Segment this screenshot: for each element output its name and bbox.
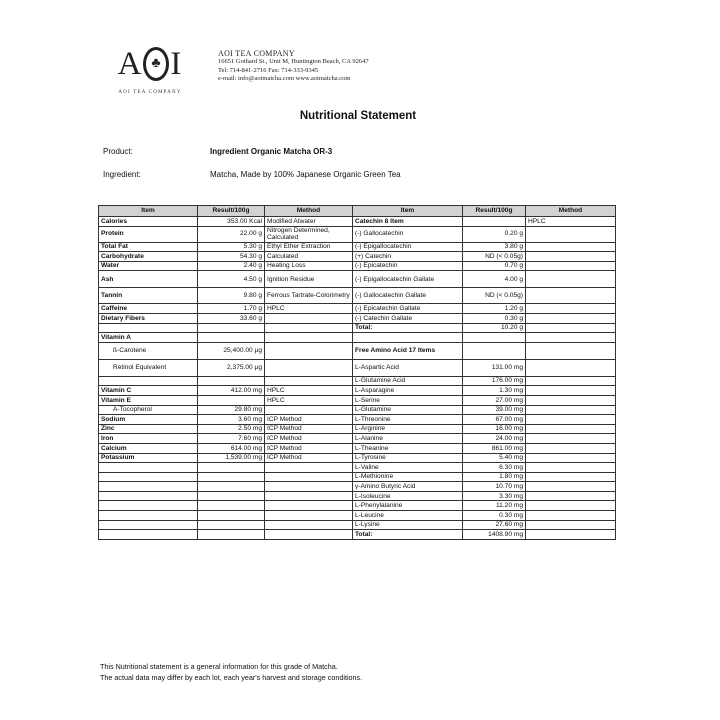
method-cell — [265, 520, 353, 530]
result-cell: 0.20 g — [463, 226, 526, 242]
header-result: Result/100g — [463, 206, 526, 217]
method-cell: Ferrous Tartrate-Colorimetry — [265, 288, 353, 304]
method-cell — [265, 472, 353, 482]
result-cell — [198, 333, 265, 343]
table-row — [99, 511, 616, 521]
method-cell — [526, 424, 616, 434]
method-cell: ICP Method — [265, 424, 353, 434]
method-cell: ICP Method — [265, 434, 353, 444]
result-cell: 2,375.00 µg — [198, 359, 265, 376]
result-cell — [198, 511, 265, 521]
item-cell: L-Glutamine Acid — [353, 376, 463, 386]
result-cell: 1.70 g — [198, 304, 265, 314]
result-cell: ND (< 0.05g) — [463, 288, 526, 304]
method-cell — [526, 520, 616, 530]
table-row — [99, 453, 616, 463]
item-cell — [99, 376, 198, 386]
table-row — [99, 472, 616, 482]
result-cell — [198, 530, 265, 540]
company-name: AOI TEA COMPANY — [218, 49, 295, 58]
result-cell: 24.00 mg — [463, 434, 526, 444]
table-row — [99, 226, 616, 242]
result-cell: 1.20 g — [463, 304, 526, 314]
item-cell: (-) Catechin Gallate — [353, 313, 463, 323]
footnote-line: The actual data may differ by each lot, each year's harvest and storage conditions. — [100, 673, 363, 682]
item-cell: (-) Epigallocatechin Gallate — [353, 271, 463, 288]
item-cell: Water — [99, 261, 198, 271]
table-row — [99, 359, 616, 376]
company-header — [218, 50, 369, 84]
method-cell — [526, 395, 616, 405]
result-cell: 29.80 mg — [198, 405, 265, 415]
table-row — [99, 333, 616, 343]
logo-subtitle: AOI TEA COMPANY — [118, 90, 182, 95]
item-cell: L-Methionine — [353, 472, 463, 482]
result-cell: 6.30 mg — [463, 463, 526, 473]
product-label: Product: — [103, 147, 133, 156]
result-cell — [198, 376, 265, 386]
method-cell: Ethyl Ether Extraction — [265, 242, 353, 252]
item-cell: Caffeine — [99, 304, 198, 314]
result-cell: 3.60 mg — [198, 415, 265, 425]
ingredient-value: Matcha, Made by 100% Japanese Organic Green Tea — [210, 170, 401, 179]
method-cell — [526, 511, 616, 521]
result-cell: 10.20 g — [463, 323, 526, 333]
item-cell: Ash — [99, 271, 198, 288]
method-cell — [526, 530, 616, 540]
result-cell: 0.70 g — [463, 261, 526, 271]
item-cell: Tannin — [99, 288, 198, 304]
method-cell: HPLC — [265, 386, 353, 396]
item-cell — [99, 530, 198, 540]
item-cell: γ-Amino Butyric Acid — [353, 482, 463, 492]
result-cell: 2.50 mg — [198, 424, 265, 434]
method-cell — [526, 405, 616, 415]
item-cell: L-Theanine — [353, 443, 463, 453]
item-cell: (-) Epigallocatechin — [353, 242, 463, 252]
table-row — [99, 242, 616, 252]
item-cell: Free Amino Acid 17 Items — [353, 342, 463, 359]
table-row — [99, 271, 616, 288]
result-cell — [463, 333, 526, 343]
result-cell: 1,539.00 mg — [198, 453, 265, 463]
nutrition-table — [98, 205, 616, 540]
result-cell: 861.00 mg — [463, 443, 526, 453]
header-item: Item — [353, 206, 463, 217]
result-cell: 67.00 mg — [463, 415, 526, 425]
item-cell — [99, 463, 198, 473]
result-cell: 25,400.00 µg — [198, 342, 265, 359]
method-cell: Calculated — [265, 252, 353, 262]
result-cell: 3.30 mg — [463, 491, 526, 501]
item-cell: L-Asparagine — [353, 386, 463, 396]
document-page — [84, 18, 632, 718]
result-cell: 10.70 mg — [463, 482, 526, 492]
table-row — [99, 261, 616, 271]
method-cell: HPLC — [526, 217, 616, 227]
result-cell — [463, 342, 526, 359]
method-cell — [526, 415, 616, 425]
table-row — [99, 434, 616, 444]
method-cell — [265, 342, 353, 359]
method-cell: HPLC — [265, 304, 353, 314]
company-email-web: e-mail: info@aoimatcha.com www.aoimatcha.com — [218, 75, 351, 83]
item-cell: (-) Epicatechin Gallate — [353, 304, 463, 314]
method-cell — [265, 313, 353, 323]
result-cell: 9.80 g — [198, 288, 265, 304]
method-cell — [526, 342, 616, 359]
method-cell: Nitrogen Determined, Calculated — [265, 226, 353, 242]
result-cell: 1.30 mg — [463, 386, 526, 396]
item-cell: Total: — [353, 530, 463, 540]
result-cell: 412.00 mg — [198, 386, 265, 396]
method-cell — [265, 323, 353, 333]
table-header-row — [99, 206, 616, 217]
item-cell: L-Serine — [353, 395, 463, 405]
item-cell: Calories — [99, 217, 198, 227]
item-cell: Catechin 8 Item — [353, 217, 463, 227]
method-cell — [526, 333, 616, 343]
result-cell — [198, 395, 265, 405]
method-cell: ICP Method — [265, 415, 353, 425]
method-cell — [526, 288, 616, 304]
table-row — [99, 386, 616, 396]
item-cell — [99, 472, 198, 482]
result-cell: 27.60 mg — [463, 520, 526, 530]
method-cell — [265, 491, 353, 501]
item-cell: L-Glutamine — [353, 405, 463, 415]
result-cell: 39.00 mg — [463, 405, 526, 415]
method-cell — [265, 359, 353, 376]
method-cell — [526, 443, 616, 453]
header-method: Method — [526, 206, 616, 217]
method-cell: HPLC — [265, 395, 353, 405]
ingredient-label: Ingredient: — [103, 170, 141, 179]
result-cell: 4.50 g — [198, 271, 265, 288]
method-cell: ICP Method — [265, 453, 353, 463]
item-cell: L-Phenylalanine — [353, 501, 463, 511]
table-row — [99, 313, 616, 323]
method-cell — [526, 472, 616, 482]
result-cell — [198, 501, 265, 511]
method-cell — [526, 434, 616, 444]
result-cell: 176.00 mg — [463, 376, 526, 386]
item-cell — [353, 333, 463, 343]
item-cell: (-) Epicatechin — [353, 261, 463, 271]
result-cell: 27.00 mg — [463, 395, 526, 405]
item-cell: (-) Gallocatechin Gallate — [353, 288, 463, 304]
item-cell: Potassium — [99, 453, 198, 463]
item-cell — [99, 520, 198, 530]
table-row — [99, 491, 616, 501]
table-row — [99, 323, 616, 333]
header-method: Method — [265, 206, 353, 217]
table-row — [99, 405, 616, 415]
footnote-line: This Nutritional statement is a general information for this grade of Matcha. — [100, 662, 338, 671]
item-cell: Vitamin A — [99, 333, 198, 343]
result-cell: 2.40 g — [198, 261, 265, 271]
item-cell: (+) Catechin — [353, 252, 463, 262]
result-cell: 16.00 mg — [463, 424, 526, 434]
table-row — [99, 217, 616, 227]
item-cell: Vitamin C — [99, 386, 198, 396]
table-row — [99, 376, 616, 386]
method-cell — [526, 261, 616, 271]
method-cell — [526, 482, 616, 492]
item-cell: L-Threonine — [353, 415, 463, 425]
method-cell — [265, 463, 353, 473]
item-cell: Total: — [353, 323, 463, 333]
method-cell — [526, 453, 616, 463]
method-cell — [526, 491, 616, 501]
logo-mark: A ♣ I — [117, 46, 183, 82]
table-row — [99, 252, 616, 262]
item-cell: L-Alanine — [353, 434, 463, 444]
item-cell: Carbohydrate — [99, 252, 198, 262]
item-cell: Protein — [99, 226, 198, 242]
table-row — [99, 415, 616, 425]
item-cell: Calcium — [99, 443, 198, 453]
result-cell — [463, 217, 526, 227]
item-cell: Total Fat — [99, 242, 198, 252]
method-cell — [265, 376, 353, 386]
document-title: Nutritional Statement — [299, 110, 417, 122]
result-cell — [198, 463, 265, 473]
method-cell: Modified Atwater — [265, 217, 353, 227]
method-cell — [526, 252, 616, 262]
result-cell: 11.20 mg — [463, 501, 526, 511]
item-cell: Iron — [99, 434, 198, 444]
item-cell: Vitamin E — [99, 395, 198, 405]
result-cell — [198, 472, 265, 482]
result-cell: ND (< 0.05g) — [463, 252, 526, 262]
result-cell: 22.00 g — [198, 226, 265, 242]
method-cell — [526, 323, 616, 333]
method-cell — [526, 271, 616, 288]
result-cell: 131.00 mg — [463, 359, 526, 376]
company-logo — [104, 44, 196, 116]
item-cell: L-Leucine — [353, 511, 463, 521]
header-result: Result/100g — [198, 206, 265, 217]
table-row — [99, 424, 616, 434]
result-cell: 5.40 mg — [463, 453, 526, 463]
item-cell: Dietary Fibers — [99, 313, 198, 323]
result-cell: 54.30 g — [198, 252, 265, 262]
result-cell: 3.80 g — [463, 242, 526, 252]
item-cell — [99, 501, 198, 511]
table-row — [99, 530, 616, 540]
method-cell — [526, 242, 616, 252]
table-row — [99, 288, 616, 304]
item-cell — [99, 491, 198, 501]
method-cell — [265, 501, 353, 511]
item-cell: (-) Gallocatechin — [353, 226, 463, 242]
item-cell: L-Aspartic Acid — [353, 359, 463, 376]
item-cell: L-Arginine — [353, 424, 463, 434]
method-cell — [526, 386, 616, 396]
result-cell: 614.00 mg — [198, 443, 265, 453]
method-cell — [265, 530, 353, 540]
result-cell: 1.80 mg — [463, 472, 526, 482]
company-phone-fax: Tel: 714-841-2716 Fax: 714-333-9345 — [218, 66, 319, 74]
table-row — [99, 342, 616, 359]
item-cell: ß-Carotene — [99, 342, 198, 359]
method-cell: Ignition Residue — [265, 271, 353, 288]
header-item: Item — [99, 206, 198, 217]
method-cell: Heating Loss — [265, 261, 353, 271]
result-cell — [198, 520, 265, 530]
item-cell: L-Lysine — [353, 520, 463, 530]
club-icon: ♣ — [151, 56, 162, 71]
result-cell — [198, 323, 265, 333]
footnote — [100, 661, 362, 683]
method-cell — [526, 313, 616, 323]
product-value: Ingredient Organic Matcha OR-3 — [210, 147, 333, 156]
table-row — [99, 395, 616, 405]
item-cell — [99, 482, 198, 492]
result-cell: 4.00 g — [463, 271, 526, 288]
table-row — [99, 304, 616, 314]
table-row — [99, 520, 616, 530]
method-cell — [265, 333, 353, 343]
item-cell: Zinc — [99, 424, 198, 434]
result-cell: 7.60 mg — [198, 434, 265, 444]
method-cell: ICP Method — [265, 443, 353, 453]
method-cell — [265, 405, 353, 415]
method-cell — [526, 501, 616, 511]
item-cell: Sodium — [99, 415, 198, 425]
method-cell — [265, 482, 353, 492]
item-cell: A-Tocopherol — [99, 405, 198, 415]
table-row — [99, 463, 616, 473]
item-cell: L-Valine — [353, 463, 463, 473]
item-cell: Retinol Equivalent — [99, 359, 198, 376]
table-row — [99, 443, 616, 453]
table-row — [99, 482, 616, 492]
result-cell: 0.30 g — [463, 313, 526, 323]
table-row — [99, 501, 616, 511]
company-address: 16651 Gothard St., Unit M, Huntington Beach, CA 92647 — [218, 58, 369, 66]
method-cell — [526, 463, 616, 473]
item-cell: L-Tyrosine — [353, 453, 463, 463]
method-cell — [526, 376, 616, 386]
result-cell: 0.30 mg — [463, 511, 526, 521]
result-cell: 1408.90 mg — [463, 530, 526, 540]
result-cell — [198, 491, 265, 501]
result-cell — [198, 482, 265, 492]
method-cell — [526, 226, 616, 242]
method-cell — [265, 511, 353, 521]
method-cell — [526, 359, 616, 376]
item-cell: L-Isoleucine — [353, 491, 463, 501]
item-cell — [99, 511, 198, 521]
item-cell — [99, 323, 198, 333]
result-cell: 353.00 Kcal — [198, 217, 265, 227]
result-cell: 33.60 g — [198, 313, 265, 323]
method-cell — [526, 304, 616, 314]
result-cell: 5.30 g — [198, 242, 265, 252]
